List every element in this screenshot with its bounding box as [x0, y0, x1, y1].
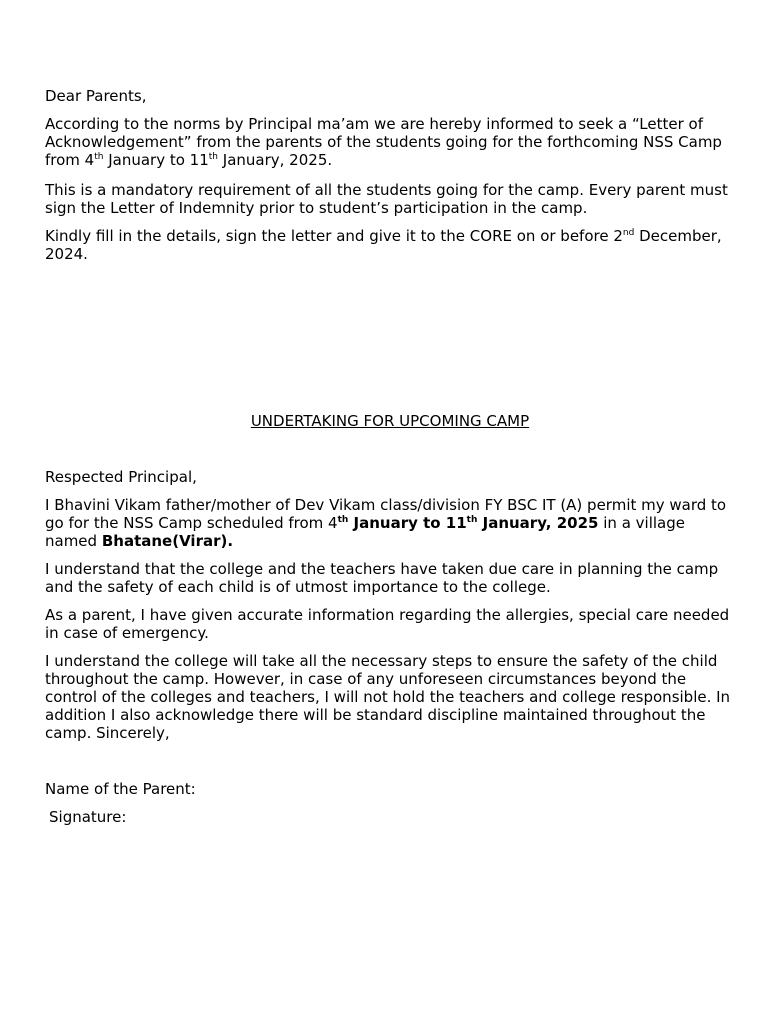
letter-intro-paragraph: [45, 115, 735, 169]
intro-text-1: According to the norms by Principal ma’am we are hereby informed to seek a “Letter of Acknowledgement” from the parents of the students going for the forthcoming NSS Camp from 4: [45, 115, 722, 169]
undertaking-parent-info-paragraph: As a parent, I have given accurate information regarding the allergies, special care needed in case of emergency.: [45, 606, 730, 642]
letter-mandatory-paragraph: This is a mandatory requirement of all the students going for the camp. Every parent must sign the Letter of Indemnity prior to student’s participation in the camp.: [45, 181, 728, 217]
document-page: [45, 87, 735, 826]
permit-superscript-1: th: [337, 515, 349, 525]
undertaking-heading: UNDERTAKING FOR UPCOMING CAMP: [250, 412, 530, 430]
intro-text-2: January to 11: [103, 151, 209, 169]
permit-text-1: I Bhavini Vikam father/mother of Dev Vikam class/division FY BSC IT (A) permit my ward to go for the NSS Camp scheduled from 4: [45, 496, 727, 532]
letter-salutation: Dear Parents,: [45, 87, 147, 105]
intro-superscript-1: th: [94, 152, 104, 162]
permit-bold-text-1: January to 11: [348, 514, 467, 532]
parent-signature-label: Signature:: [49, 808, 127, 826]
deadline-superscript: nd: [622, 228, 635, 238]
permit-text-2: in a village named: [45, 514, 685, 550]
parent-name-label: Name of the Parent:: [45, 780, 196, 798]
undertaking-closing-paragraph: I understand the college will take all the necessary steps to ensure the safety of the child throughout the camp. However, in case of any unforeseen circumstances beyond the control of the colleges and teachers, I will not hold the teachers and college responsible. In addition I also acknowledge there will be standard discipline maintained throughout the camp. Sincerely,: [45, 652, 731, 742]
undertaking-permit-paragraph: [45, 496, 735, 550]
deadline-text-2: December, 2024.: [45, 227, 722, 263]
intro-text-3: January, 2025.: [218, 151, 333, 169]
permit-village-name: Bhatane(Virar).: [101, 532, 234, 550]
permit-superscript-2: th: [466, 515, 478, 525]
deadline-text-1: Kindly fill in the details, sign the letter and give it to the CORE on or before 2: [45, 227, 623, 245]
letter-deadline-paragraph: [45, 227, 735, 263]
permit-bold-text-2: January, 2025: [477, 514, 599, 532]
undertaking-salutation: Respected Principal,: [45, 468, 197, 486]
undertaking-care-paragraph: I understand that the college and the teachers have taken due care in planning the camp and the safety of each child is of utmost importance to the college.: [45, 560, 719, 596]
intro-superscript-2: th: [208, 152, 219, 162]
